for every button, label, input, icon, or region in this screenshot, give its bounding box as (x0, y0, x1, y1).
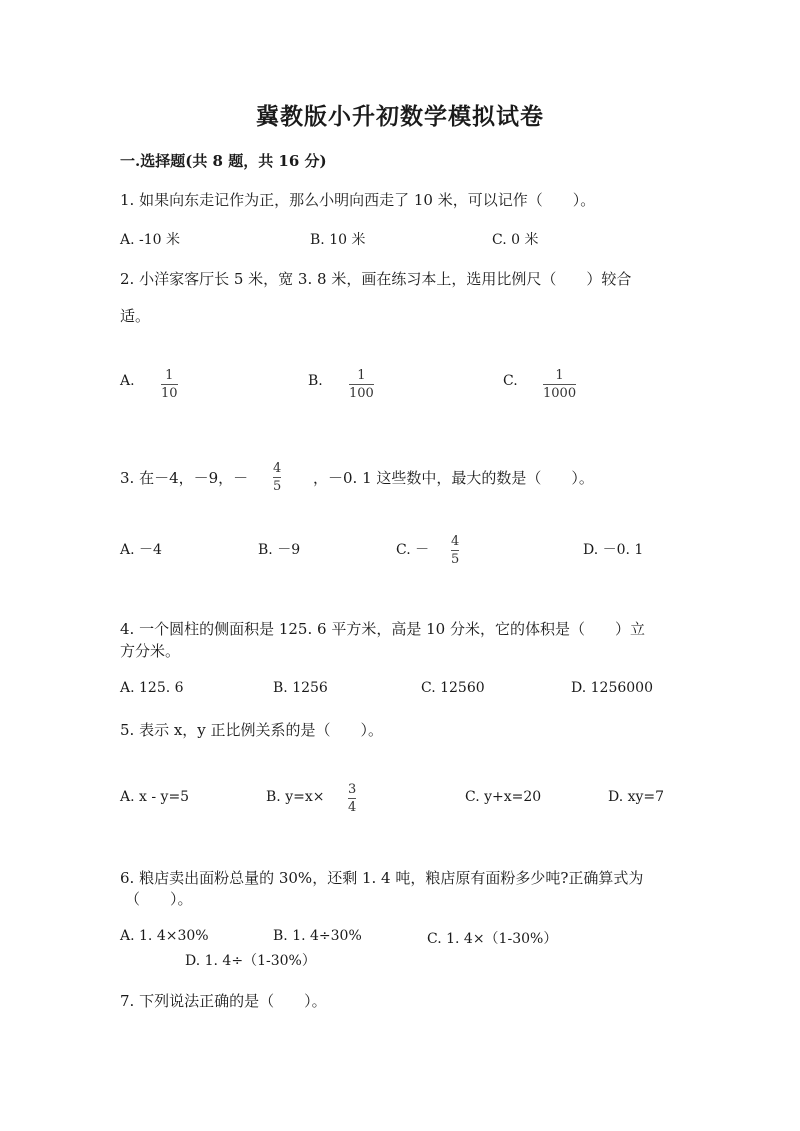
q2-option-b-label[interactable]: B. (308, 373, 323, 389)
q6-option-b[interactable]: B. 1. 4÷30% (273, 928, 362, 944)
fraction-denominator: 4 (348, 800, 357, 815)
fraction-numerator: 4 (273, 461, 282, 476)
section-heading: 一.选择题(共 8 题，共 16 分) (120, 152, 327, 170)
question-4-text-line2: 方分米。 (120, 642, 181, 660)
question-7-text: 7. 下列说法正确的是（ ）。 (120, 992, 327, 1010)
fraction-numerator: 1 (357, 368, 366, 383)
question-3-suffix: ，－0. 1 这些数中，最大的数是（ ）。 (313, 469, 594, 487)
fraction-denominator: 100 (349, 386, 374, 401)
fraction-numerator: 3 (348, 782, 357, 797)
q5-option-b[interactable]: B. y=x× (266, 789, 325, 805)
fraction-numerator: 1 (555, 368, 564, 383)
fraction-denominator: 5 (451, 552, 460, 567)
q3-option-c-fraction (451, 534, 459, 567)
fraction-bar (451, 550, 459, 551)
question-6-text-line2: （ ）。 (125, 890, 193, 908)
q2-option-c-fraction (543, 368, 576, 401)
q3-inline-fraction (273, 461, 281, 494)
q1-option-a[interactable]: A. -10 米 (120, 232, 181, 248)
q3-option-b[interactable]: B. －9 (258, 542, 301, 558)
q2-option-b-fraction (349, 368, 374, 401)
q3-option-c[interactable]: C. － (396, 542, 430, 558)
fraction-bar (348, 798, 356, 799)
fraction-bar (273, 477, 281, 478)
question-6-text-line1: 6. 粮店卖出面粉总量的 30%，还剩 1. 4 吨，粮店原有面粉多少吨?正确算式为 (120, 869, 644, 887)
q3-option-a[interactable]: A. －4 (120, 542, 162, 558)
fraction-bar (349, 384, 374, 385)
q4-option-a[interactable]: A. 125. 6 (120, 680, 184, 696)
fraction-denominator: 10 (161, 386, 178, 401)
fraction-bar (161, 384, 178, 385)
q6-option-c[interactable]: C. 1. 4×（1-30%） (427, 931, 558, 947)
q1-option-c[interactable]: C. 0 米 (492, 232, 539, 248)
fraction-denominator: 5 (273, 479, 282, 494)
fraction-bar (543, 384, 576, 385)
page-title: 冀教版小升初数学模拟试卷 (256, 103, 544, 130)
q4-option-d[interactable]: D. 1256000 (571, 680, 653, 696)
q5-option-c[interactable]: C. y+x=20 (465, 789, 542, 805)
question-4-text-line1: 4. 一个圆柱的侧面积是 125. 6 平方米，高是 10 分米，它的体积是（ ）立 (120, 620, 645, 638)
fraction-numerator: 4 (451, 534, 460, 549)
q1-option-b[interactable]: B. 10 米 (310, 232, 366, 248)
question-5-text: 5. 表示 x，y 正比例关系的是（ ）。 (120, 721, 384, 739)
q4-option-c[interactable]: C. 12560 (421, 680, 485, 696)
q5-option-a[interactable]: A. x - y=5 (120, 789, 190, 805)
q5-option-b-fraction (348, 782, 356, 815)
q2-option-a-label[interactable]: A. (120, 373, 135, 389)
fraction-denominator: 1000 (543, 386, 577, 401)
question-1-text: 1. 如果向东走记作为正，那么小明向西走了 10 米，可以记作（ ）。 (120, 191, 596, 209)
q5-option-d[interactable]: D. xy=7 (608, 789, 665, 805)
question-3-prefix: 3. 在－4，－9，－ (120, 469, 249, 487)
q4-option-b[interactable]: B. 1256 (273, 680, 328, 696)
q2-option-c-label[interactable]: C. (503, 373, 518, 389)
fraction-numerator: 1 (165, 368, 174, 383)
question-2-text-line2: 适。 (120, 307, 151, 325)
q3-option-d[interactable]: D. －0. 1 (583, 542, 644, 558)
question-2-text-line1: 2. 小洋家客厅长 5 米，宽 3. 8 米，画在练习本上，选用比例尺（ ）较合 (120, 270, 632, 288)
q6-option-a[interactable]: A. 1. 4×30% (120, 928, 209, 944)
q2-option-a-fraction (161, 368, 178, 401)
q6-option-d[interactable]: D. 1. 4÷（1-30%） (185, 953, 316, 969)
